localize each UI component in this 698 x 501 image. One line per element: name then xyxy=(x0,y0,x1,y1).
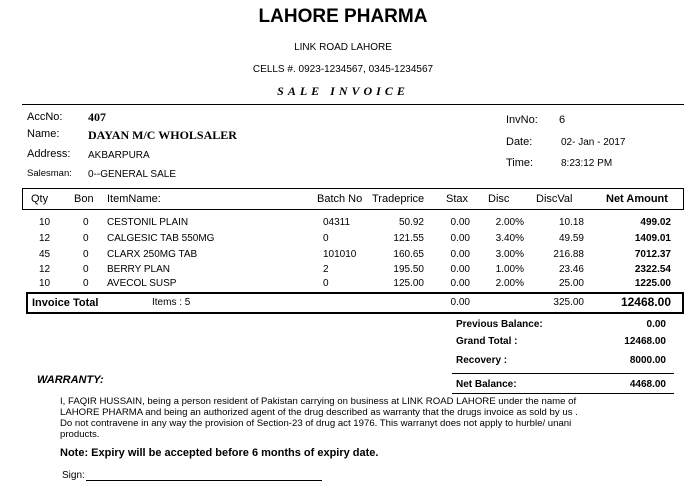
invoice-total-box xyxy=(26,292,684,314)
cell-discval: 216.88 xyxy=(553,249,584,260)
cell-discval: 49.59 xyxy=(558,233,584,244)
signature-line xyxy=(86,480,322,481)
cell-batch: 2 xyxy=(323,264,329,275)
cell-disc: 3.40% xyxy=(495,233,524,244)
cell-qty: 12 xyxy=(39,264,51,275)
items-count: Items : 5 xyxy=(152,297,191,308)
cell-stax: 0.00 xyxy=(450,278,470,289)
cell-item: BERRY PLAN xyxy=(107,264,170,275)
cell-bon: 0 xyxy=(83,278,89,289)
cell-bon: 0 xyxy=(83,264,89,275)
time-value: 8:23:12 PM xyxy=(561,158,613,169)
cell-item: CESTONIL PLAIN xyxy=(107,217,189,228)
grand-total-label: Grand Total : xyxy=(456,336,518,347)
accno-label: AccNo: xyxy=(27,111,63,123)
cell-batch: 04311 xyxy=(323,217,351,228)
th-discval: DiscVal xyxy=(536,193,573,205)
cell-qty: 12 xyxy=(39,233,51,244)
warranty-line-3: Do not contravene in any way the provision of Section-23 of drug act 1976. This warranyt does not apply to hurble/ unani xyxy=(60,418,572,429)
total-net: 12468.00 xyxy=(620,295,671,309)
salesman-label: Salesman: xyxy=(27,168,72,179)
cell-disc: 1.00% xyxy=(495,264,524,275)
cell-tradeprice: 125.00 xyxy=(393,278,424,289)
th-qty: Qty xyxy=(31,193,49,205)
warranty-title: WARRANTY: xyxy=(37,374,104,386)
cell-disc: 2.00% xyxy=(495,217,524,228)
previous-balance-value: 0.00 xyxy=(646,319,666,330)
salesman-value: 0--GENERAL SALE xyxy=(88,169,176,180)
time-label: Time: xyxy=(506,157,534,169)
cell-batch: 0 xyxy=(323,278,329,289)
total-stax: 0.00 xyxy=(450,297,470,308)
name-label: Name: xyxy=(27,128,60,140)
cell-stax: 0.00 xyxy=(450,249,470,260)
cell-item: CLARX 250MG TAB xyxy=(107,249,198,260)
net-balance-value: 4468.00 xyxy=(629,379,666,390)
customer-name: DAYAN M/C WHOLSALER xyxy=(88,128,237,142)
grand-total-value: 12468.00 xyxy=(624,336,666,347)
cell-discval: 25.00 xyxy=(558,278,584,289)
cell-tradeprice: 50.92 xyxy=(398,217,424,228)
previous-balance-label: Previous Balance: xyxy=(456,319,543,330)
cell-net: 7012.37 xyxy=(634,249,671,260)
net-balance-top-rule xyxy=(452,373,674,374)
invoice-total-label: Invoice Total xyxy=(32,297,99,309)
recovery-value: 8000.00 xyxy=(629,355,666,366)
cell-stax: 0.00 xyxy=(450,233,470,244)
invno-value: 6 xyxy=(559,114,566,126)
th-tradeprice: Tradeprice xyxy=(372,193,425,205)
warranty-line-4: products. xyxy=(60,429,100,440)
invno-label: InvNo: xyxy=(506,114,538,126)
date-value: 02- Jan - 2017 xyxy=(561,137,626,148)
cell-qty: 10 xyxy=(39,217,51,228)
cell-net: 499.02 xyxy=(640,217,671,228)
cell-net: 2322.54 xyxy=(634,264,671,275)
cell-stax: 0.00 xyxy=(450,217,470,228)
cell-batch: 0 xyxy=(323,233,329,244)
document-title: SALE INVOICE xyxy=(277,84,409,98)
warranty-text xyxy=(60,396,650,440)
cell-net: 1225.00 xyxy=(634,278,671,289)
header-divider xyxy=(22,104,684,105)
cell-bon: 0 xyxy=(83,217,89,228)
address-label: Address: xyxy=(27,148,71,160)
th-stax: Stax xyxy=(446,193,469,205)
date-label: Date: xyxy=(506,136,533,148)
sign-label: Sign: xyxy=(62,470,85,481)
cell-item: CALGESIC TAB 550MG xyxy=(107,233,215,244)
net-balance-bottom-rule xyxy=(452,393,674,394)
recovery-label: Recovery : xyxy=(456,355,508,366)
th-itemname: ItemName: xyxy=(107,193,161,205)
cell-qty: 45 xyxy=(39,249,51,260)
cell-disc: 2.00% xyxy=(495,278,524,289)
th-bon: Bon xyxy=(74,193,94,205)
cell-tradeprice: 195.50 xyxy=(393,264,424,275)
cell-tradeprice: 121.55 xyxy=(393,233,424,244)
cell-item: AVECOL SUSP xyxy=(107,278,177,289)
company-name: LAHORE PHARMA xyxy=(258,6,428,27)
warranty-line-1: I, FAQIR HUSSAIN, being a person resident of Pakistan carrying on business at LINK ROAD LAHORE under the name of xyxy=(60,396,577,407)
expiry-note: Note: Expiry will be accepted before 6 months of expiry date. xyxy=(60,447,379,459)
cell-discval: 10.18 xyxy=(558,217,584,228)
customer-address: AKBARPURA xyxy=(88,150,150,161)
th-disc: Disc xyxy=(488,193,510,205)
cell-bon: 0 xyxy=(83,249,89,260)
cell-stax: 0.00 xyxy=(450,264,470,275)
company-address: LINK ROAD LAHORE xyxy=(294,42,392,53)
cell-bon: 0 xyxy=(83,233,89,244)
cell-disc: 3.00% xyxy=(495,249,524,260)
cell-batch: 101010 xyxy=(323,249,357,260)
cell-discval: 23.46 xyxy=(558,264,584,275)
company-cells: CELLS #. 0923-1234567, 0345-1234567 xyxy=(252,64,434,75)
cell-net: 1409.01 xyxy=(634,233,671,244)
accno-value: 407 xyxy=(88,110,106,124)
th-batchno: Batch No xyxy=(317,193,363,205)
cell-tradeprice: 160.65 xyxy=(393,249,424,260)
net-balance-label: Net Balance: xyxy=(456,379,517,390)
total-discval: 325.00 xyxy=(553,297,584,308)
warranty-line-2: LAHORE PHARMA and being an authorized agent of the drug described as warranty that the drugs invoice as sold by us . xyxy=(60,407,578,418)
cell-qty: 10 xyxy=(39,278,51,289)
th-netamount: Net Amount xyxy=(606,193,668,205)
